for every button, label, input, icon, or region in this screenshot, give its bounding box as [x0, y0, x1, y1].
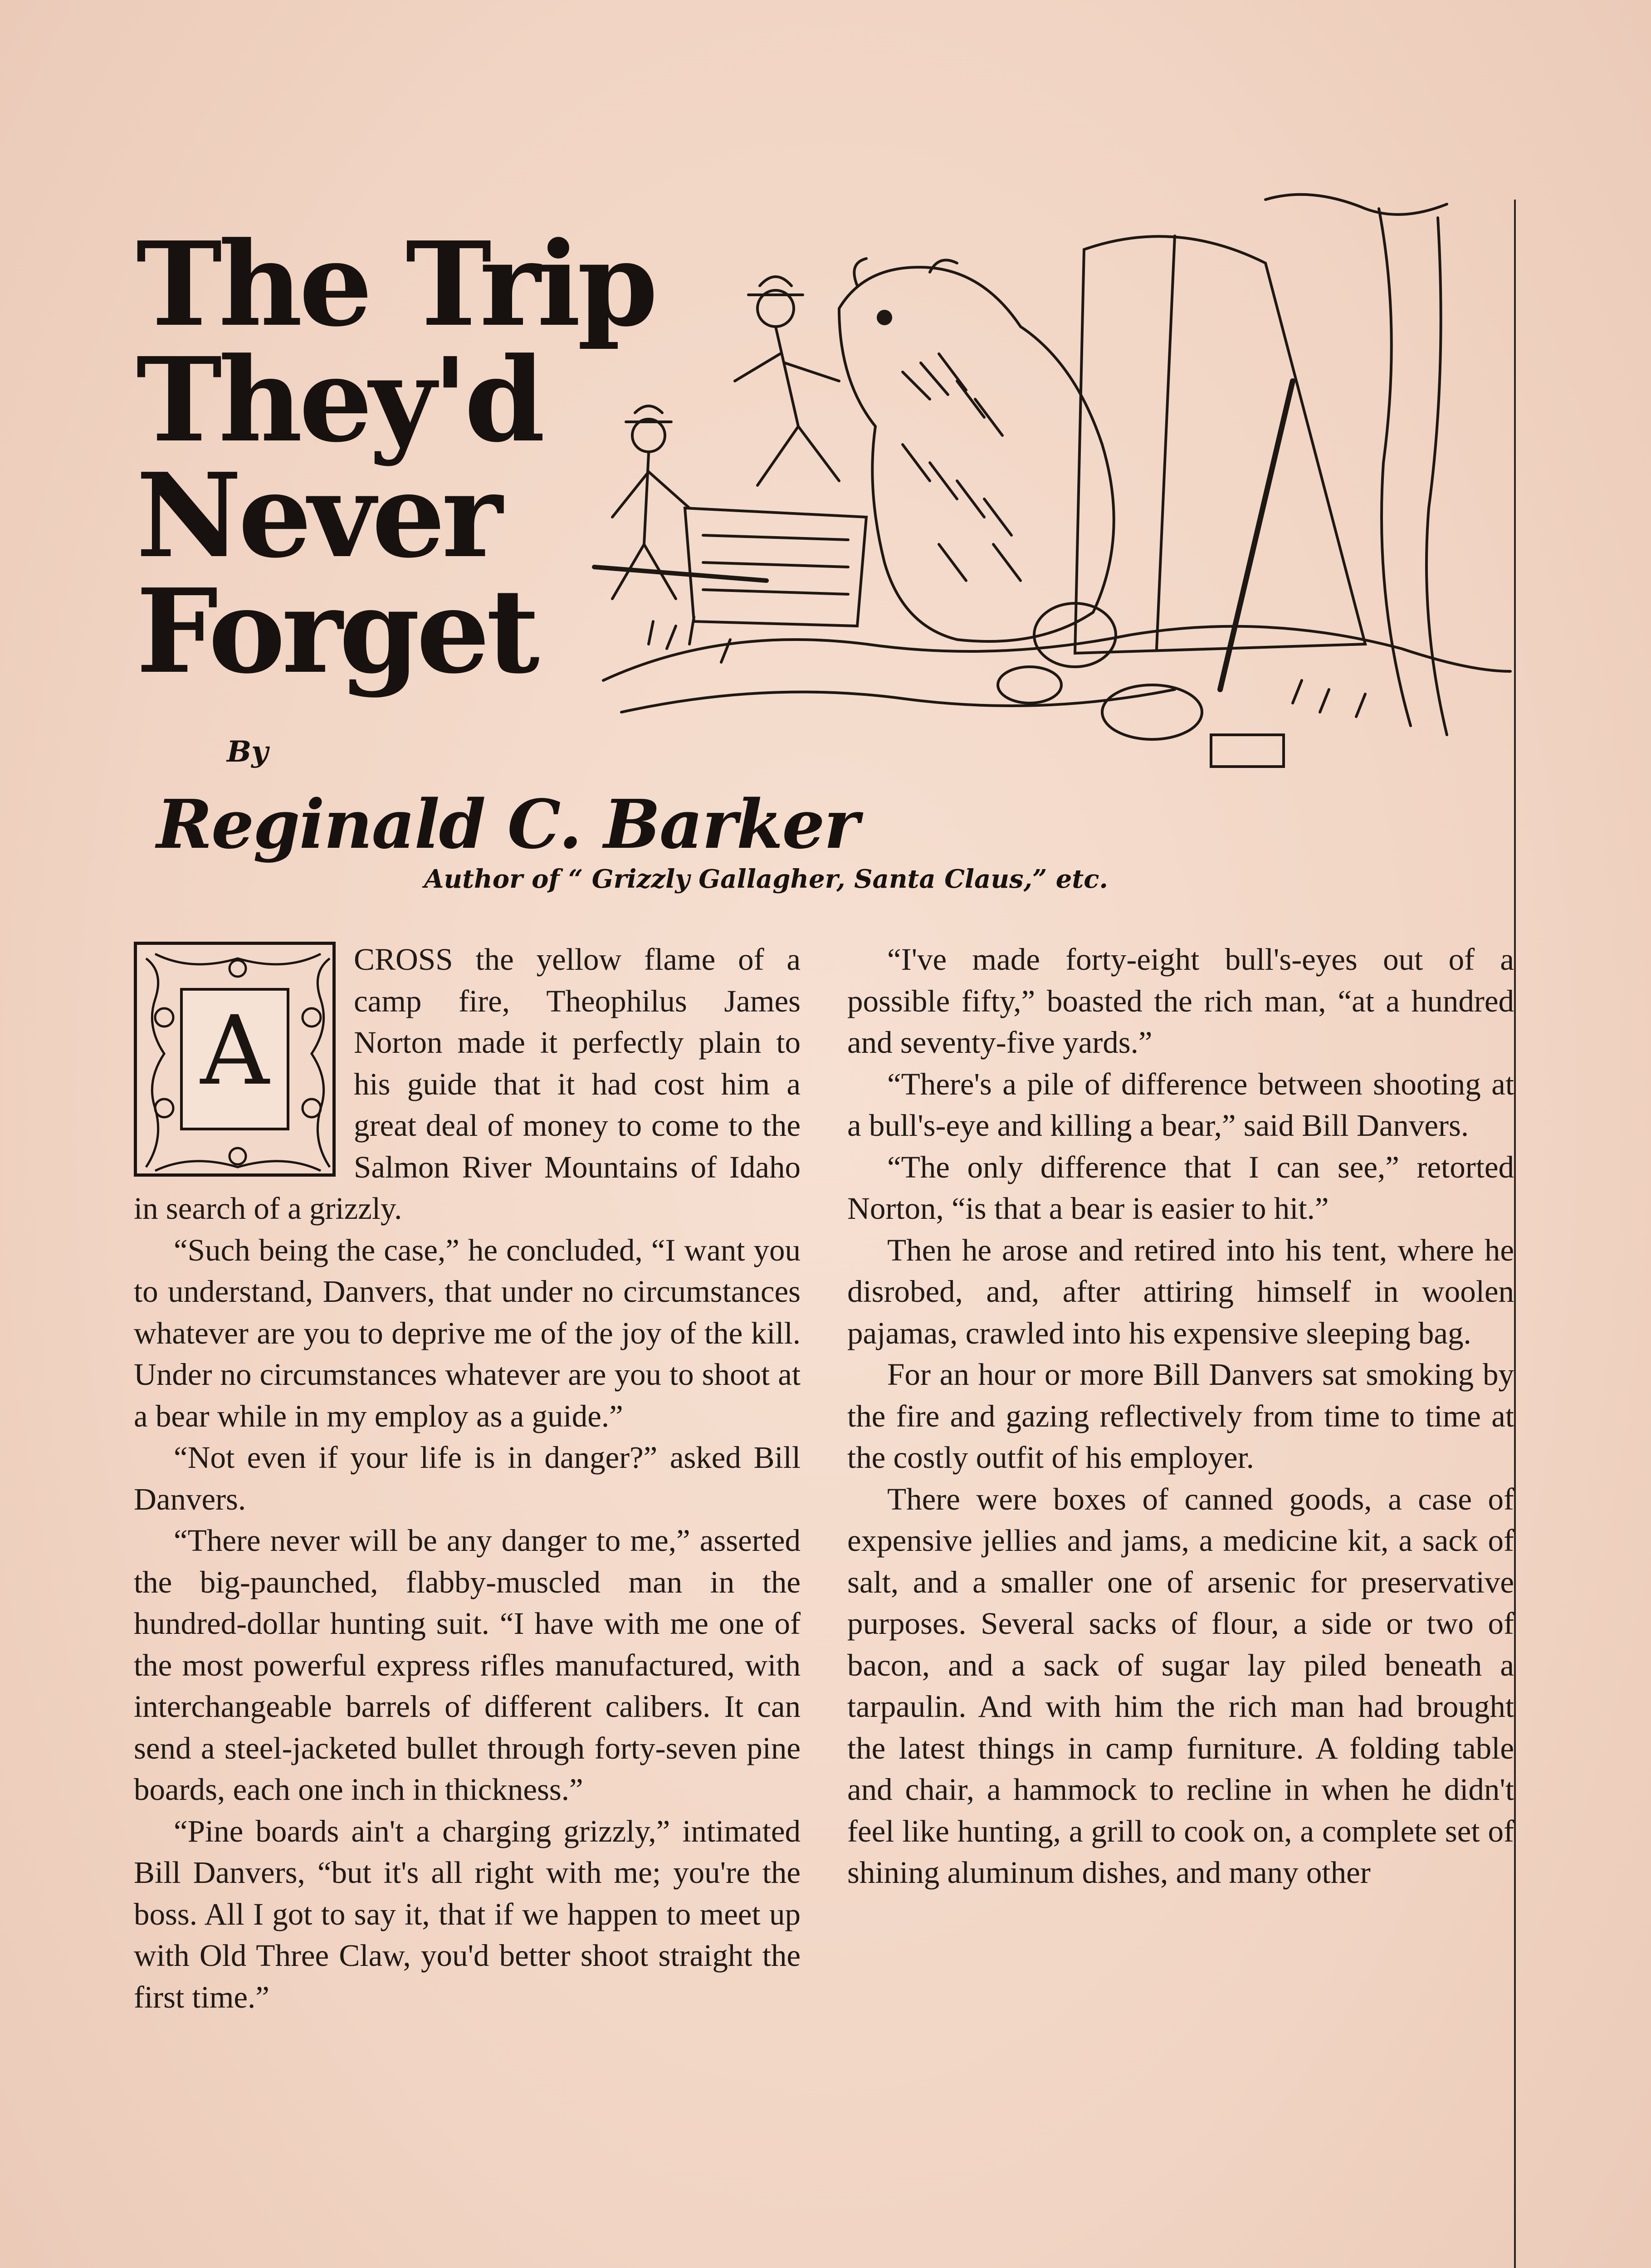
- dropcap-frame: [180, 988, 289, 1130]
- column-rule: [1514, 200, 1516, 2268]
- paragraph: “Not even if your life is in danger?” asked Bill Danvers.: [134, 1440, 801, 1516]
- opening-paragraph: CROSS the yellow flame of a camp fire, Theophilus James Norton made it perfectly plain to his guide that it had cost him a great deal of money to come to the Salmon River Mountains of Idaho in search of a grizzly.: [134, 942, 801, 1226]
- left-column: [134, 939, 801, 2018]
- title-line-2: They'd: [136, 332, 542, 468]
- paragraph: For an hour or more Bill Danvers sat smoking by the fire and gazing reflectively from time to time at the costly outfit of his employer.: [847, 1357, 1514, 1475]
- story-title: [136, 217, 658, 699]
- bear-camp-illustration-icon: [585, 191, 1515, 807]
- right-column: [847, 939, 1514, 1894]
- author-credit: Author of “ Grizzly Gallagher, Santa Claus,” etc.: [424, 864, 1108, 894]
- title-line-4: Forget: [136, 564, 536, 699]
- paragraph: “There never will be any danger to me,” asserted the big-paunched, flabby-muscled man in the hundred-dollar hunting suit. “I have with me one of the most powerful express rifles manufactured, with interchangeable barrels of different calibers. It can send a steel-jacketed bullet through forty-seven pine boards, each one inch in thickness.”: [134, 1523, 801, 1807]
- paragraph: “Such being the case,” he concluded, “I want you to understand, Danvers, that under no circumstances whatever are you to deprive me of the joy of the kill. Under no circumstances whatever are you to shoot at a bear while in my employ as a guide.”: [134, 1232, 801, 1433]
- paragraph: “I've made forty-eight bull's-eyes out of a possible fifty,” boasted the rich man, “at a hundred and seventy-five yards.”: [847, 942, 1514, 1060]
- paragraph: “The only difference that I can see,” retorted Norton, “is that a bear is easier to hit.”: [847, 1149, 1514, 1226]
- paragraph: There were boxes of canned goods, a case of expensive jellies and jams, a medicine kit, a sack of salt, and a smaller one of arsenic for preservative purposes. Several sacks of flour, a side or two of bacon, and a sack of sugar lay piled beneath a tarpaulin. And with him the rich man had brought the latest things in camp furniture. A folding table and chair, a hammock to recline in when he didn't feel like hunting, a grill to cook on, a complete set of shining aluminum dishes, and many other: [847, 1481, 1514, 1890]
- author-name: Reginald C. Barker: [156, 785, 859, 864]
- ornamental-dropcap: [134, 942, 336, 1177]
- paragraph: Then he arose and retired into his tent, where he disrobed, and, after attiring himself in woolen pajamas, crawled into his expensive sleeping bag.: [847, 1232, 1514, 1350]
- paragraph: “There's a pile of difference between shooting at a bull's-eye and killing a bear,” said Bill Danvers.: [847, 1066, 1514, 1143]
- byline-by: By: [227, 735, 269, 769]
- title-line-3: Never: [136, 448, 499, 584]
- paragraph: “Pine boards ain't a charging grizzly,” intimated Bill Danvers, “but it's all right with me; you're the boss. All I got to say it, that if we happen to meet up with Old Three Claw, you'd better shoot straight the first time.”: [134, 1813, 801, 2014]
- dropcap-letter: A: [200, 995, 269, 1106]
- title-line-1: The Trip: [136, 217, 655, 352]
